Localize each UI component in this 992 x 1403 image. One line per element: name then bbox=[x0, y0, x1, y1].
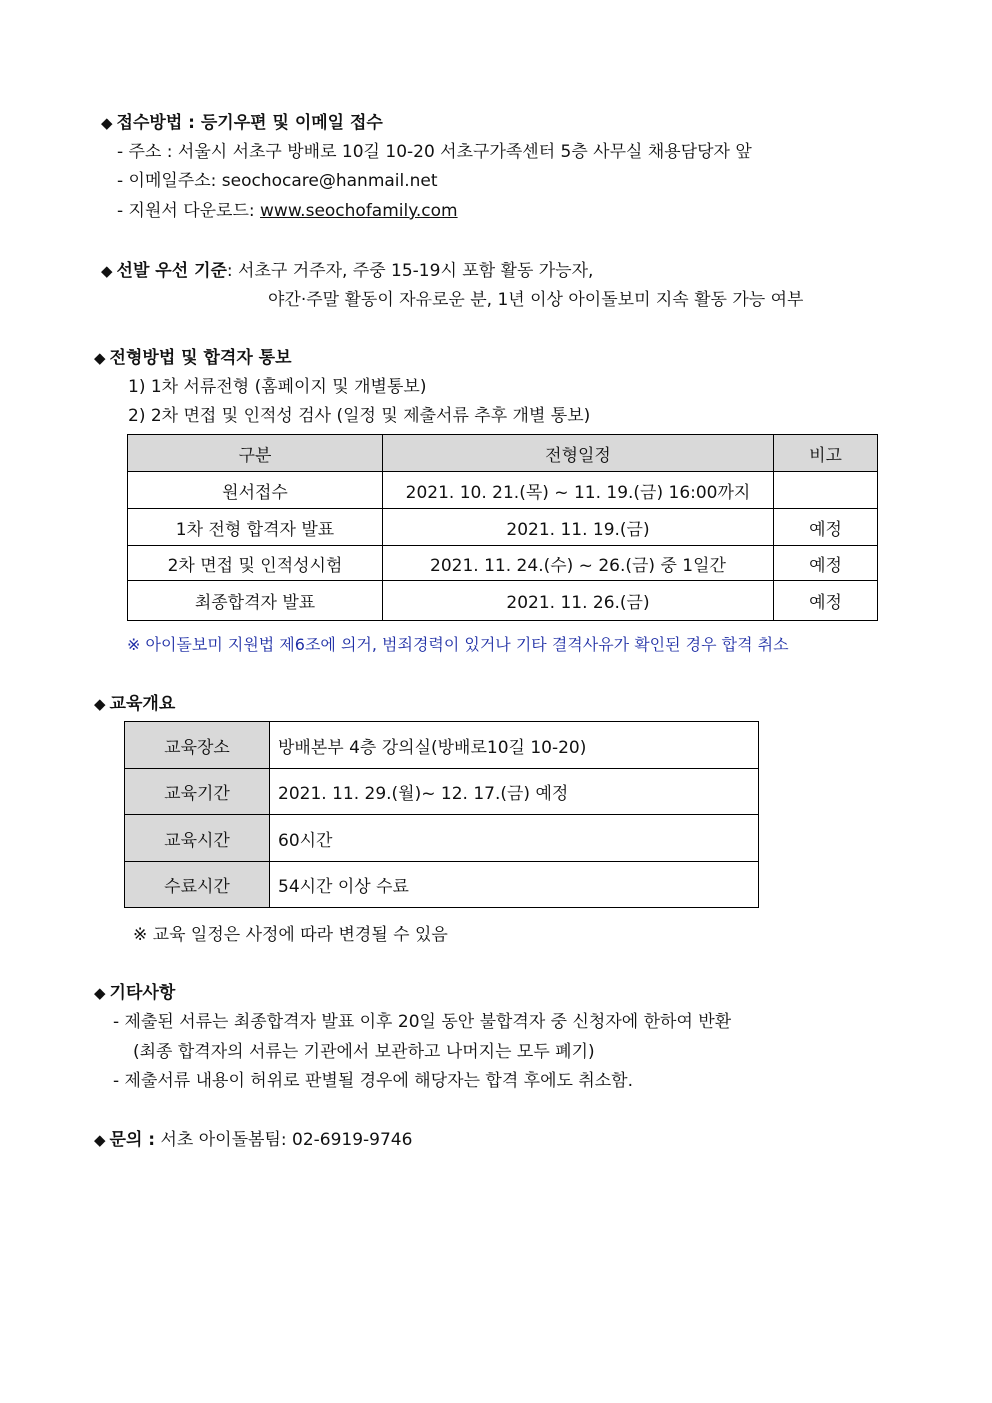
heading-text: 전형방법 및 합격자 통보 bbox=[109, 348, 292, 368]
selection-step-2: 2) 2차 면접 및 인적성 검사 (일정 및 제출서류 추후 개별 통보) bbox=[128, 406, 591, 426]
table-row bbox=[128, 546, 878, 581]
diamond-icon: ◆ bbox=[101, 262, 113, 280]
table-row bbox=[128, 472, 878, 509]
etc-line-2: (최종 합격자의 서류는 기관에서 보관하고 나머지는 모두 폐기) bbox=[133, 1042, 595, 1062]
table-cell: 2021. 11. 26.(금) bbox=[383, 581, 774, 621]
priority-line-1: : 서초구 거주자, 주중 15-19시 포함 활동 가능자, bbox=[226, 261, 594, 281]
row-label: 교육기간 bbox=[125, 769, 270, 815]
table-header-row bbox=[128, 435, 878, 472]
etc-line-3: - 제출서류 내용이 허위로 판별될 경우에 해당자는 합격 후에도 취소함. bbox=[113, 1071, 633, 1091]
heading-text: 선발 우선 기준 bbox=[116, 261, 227, 281]
row-label: 교육장소 bbox=[125, 722, 270, 769]
table-cell: 최종합격자 발표 bbox=[128, 581, 383, 621]
heading-text: 교육개요 bbox=[109, 694, 176, 714]
download-line bbox=[117, 196, 458, 221]
download-label: - 지원서 다운로드: bbox=[117, 201, 261, 221]
section-heading-contact bbox=[94, 1125, 412, 1150]
row-value: 2021. 11. 29.(월)~ 12. 17.(금) 예정 bbox=[270, 769, 759, 815]
section-heading-priority bbox=[101, 256, 593, 281]
heading-text: 기타사항 bbox=[109, 983, 176, 1003]
section-heading-education bbox=[94, 689, 175, 714]
section-heading-selection bbox=[94, 343, 292, 368]
table-cell: 예정 bbox=[774, 509, 878, 546]
heading-text: 문의 : bbox=[109, 1130, 156, 1150]
row-label: 교육시간 bbox=[125, 815, 270, 862]
etc-line-1: - 제출된 서류는 최종합격자 발표 이후 20일 동안 불합격자 중 신청자에 한하여 반환 bbox=[113, 1012, 732, 1032]
table-row bbox=[125, 815, 759, 862]
table-cell bbox=[774, 472, 878, 509]
table-row bbox=[128, 581, 878, 621]
section-heading-application bbox=[101, 108, 383, 133]
table-cell: 1차 전형 합격자 발표 bbox=[128, 509, 383, 546]
row-value: 방배본부 4층 강의실(방배로10길 10-20) bbox=[270, 722, 759, 769]
header-cell: 전형일정 bbox=[383, 435, 774, 472]
section-heading-etc bbox=[94, 978, 175, 1003]
table-cell: 예정 bbox=[774, 581, 878, 621]
table-row bbox=[125, 722, 759, 769]
row-label: 수료시간 bbox=[125, 862, 270, 908]
table-row bbox=[128, 509, 878, 546]
diamond-icon: ◆ bbox=[94, 984, 106, 1002]
table-row bbox=[125, 862, 759, 908]
header-cell: 비고 bbox=[774, 435, 878, 472]
table-row bbox=[125, 769, 759, 815]
diamond-icon: ◆ bbox=[94, 1131, 106, 1149]
education-note: ※ 교육 일정은 사정에 따라 변경될 수 있음 bbox=[133, 925, 448, 945]
table-cell: 2021. 11. 19.(금) bbox=[383, 509, 774, 546]
contact-info: 서초 아이돌봄팀: 02-6919-9746 bbox=[155, 1130, 413, 1150]
diamond-icon: ◆ bbox=[94, 695, 106, 713]
education-table bbox=[124, 721, 759, 908]
row-value: 60시간 bbox=[270, 815, 759, 862]
table-cell: 2차 면접 및 인적성시험 bbox=[128, 546, 383, 581]
disqualification-note: ※ 아이돌보미 지원법 제6조에 의거, 범죄경력이 있거나 기타 결격사유가 확인된 경우 합격 취소 bbox=[127, 635, 789, 654]
table-cell: 원서접수 bbox=[128, 472, 383, 509]
table-cell: 2021. 10. 21.(목) ~ 11. 19.(금) 16:00까지 bbox=[383, 472, 774, 509]
table-cell: 2021. 11. 24.(수) ~ 26.(금) 중 1일간 bbox=[383, 546, 774, 581]
diamond-icon: ◆ bbox=[94, 349, 106, 367]
table-cell: 예정 bbox=[774, 546, 878, 581]
priority-line-2: 야간·주말 활동이 자유로운 분, 1년 이상 아이돌보미 지속 활동 가능 여부 bbox=[268, 290, 804, 310]
address-line: - 주소 : 서울시 서초구 방배로 10길 10-20 서초구가족센터 5층 사무실 채용담당자 앞 bbox=[117, 142, 752, 162]
row-value: 54시간 이상 수료 bbox=[270, 862, 759, 908]
schedule-table bbox=[127, 434, 878, 621]
heading-text: 접수방법 : 등기우편 및 이메일 접수 bbox=[116, 113, 383, 133]
selection-step-1: 1) 1차 서류전형 (홈페이지 및 개별통보) bbox=[128, 377, 427, 397]
diamond-icon: ◆ bbox=[101, 114, 113, 132]
email-line: - 이메일주소: seochocare@hanmail.net bbox=[117, 171, 438, 191]
header-cell: 구분 bbox=[128, 435, 383, 472]
download-link[interactable]: www.seochofamily.com bbox=[260, 201, 458, 221]
